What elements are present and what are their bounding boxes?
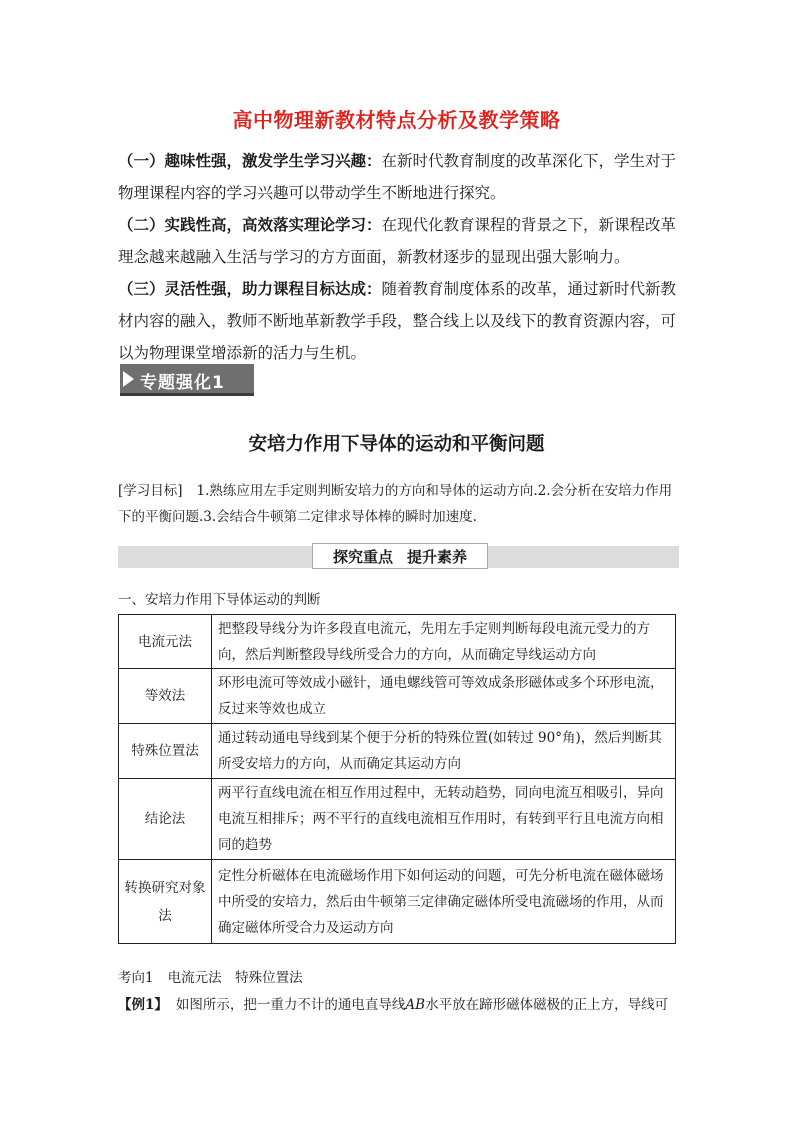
learning-goals: [118, 478, 683, 530]
intro-item-1: [118, 145, 683, 209]
table-row: [119, 724, 676, 779]
method-desc: 两平行直线电流在相互作用过程中，无转动趋势，同向电流互相吸引，异向电流互相排斥；两不平行的直线电流相互作用时，有转到平行且电流方向相同的趋势: [212, 779, 676, 860]
method-name: 等效法: [119, 669, 212, 724]
goal-text: 1.熟练应用左手定则判断安培力的方向和导体的运动方向.2.会分析在安培力作用下的平衡问题.3.会结合牛顿第二定律求导体棒的瞬时加速度.: [118, 483, 673, 525]
table-row: [119, 615, 676, 669]
intro-lead: （一）趣味性强，激发学生学习兴趣：: [118, 152, 382, 170]
example-text-after: 水平放在蹄形磁体磁极的正上方，导线可: [425, 997, 669, 1013]
page-title: 高中物理新教材特点分析及教学策略: [232, 108, 561, 132]
section-bar-label: [312, 543, 488, 569]
method-desc: 把整段导线分为许多段直电流元，先用左手定则判断每段电流元受力的方向，然后判断整段导线所受合力的方向，从而确定导线运动方向: [212, 615, 676, 669]
play-arrow-icon: [123, 371, 134, 387]
example-1: [118, 992, 683, 1018]
section-title: 安培力作用下导体的运动和平衡问题: [248, 434, 545, 455]
example-tag: 【例1】: [118, 997, 168, 1013]
table-row: [119, 779, 676, 860]
method-name: 电流元法: [119, 615, 212, 669]
method-desc: 通过转动通电导线到某个便于分析的特殊位置(如转过 90°角)，然后判断其所受安培力的方向，从而确定其运动方向: [212, 724, 676, 779]
section-bar-left: 探究重点: [332, 547, 393, 566]
section-bar-right: 提升素养: [407, 547, 468, 566]
topic-banner: [120, 364, 254, 396]
topic-banner-label: 专题强化1: [140, 373, 225, 393]
kaoxiang-label: 考向1: [118, 970, 154, 986]
kaoxiang-text: 电流元法 特殊位置法: [167, 970, 303, 986]
intro-lead: （三）灵活性强，助力课程目标达成：: [118, 280, 382, 298]
table-row: [119, 860, 676, 944]
table-row: [119, 669, 676, 724]
wire-label: AB: [405, 997, 426, 1013]
methods-table: [118, 614, 676, 944]
intro-text: 随着教育制度体系的改革，通过新时代新教材内容的融入，教师不断地革新教学手段，整合线上以及线下的教育资源内容，可以为物理课堂增添新的活力与生机。: [118, 280, 677, 362]
goal-tag: [学习目标]: [118, 483, 183, 499]
example-text-before: 如图所示，把一重力不计的通电直导线: [175, 997, 406, 1013]
method-desc: 定性分析磁体在电流磁场作用下如何运动的问题，可先分析电流在磁体磁场中所受的安培力，然后由牛顿第三定律确定磁体所受电流磁场的作用，从而确定磁体所受合力及运动方向: [212, 860, 676, 944]
intro-item-3: [118, 273, 683, 369]
method-name: 特殊位置法: [119, 724, 212, 779]
intro-text: 在新时代教育制度的改革深化下，学生对于物理课程内容的学习兴趣可以带动学生不断地进行探究。: [118, 152, 677, 202]
kaoxiang-line: [118, 966, 303, 986]
method-name: 转换研究对象法: [119, 860, 212, 944]
method-name: 结论法: [119, 779, 212, 860]
intro-item-2: [118, 209, 683, 273]
intro-lead: （二）实践性高，高效落实理论学习：: [118, 216, 382, 234]
section-heading: 一、安培力作用下导体运动的判断: [118, 592, 321, 608]
method-desc: 环形电流可等效成小磁针，通电螺线管可等效成条形磁体或多个环形电流，反过来等效也成立: [212, 669, 676, 724]
intro-text: 在现代化教育课程的背景之下，新课程改革理念越来越融入生活与学习的方方面面，新教材逐步的显现出强大影响力。: [118, 216, 677, 266]
